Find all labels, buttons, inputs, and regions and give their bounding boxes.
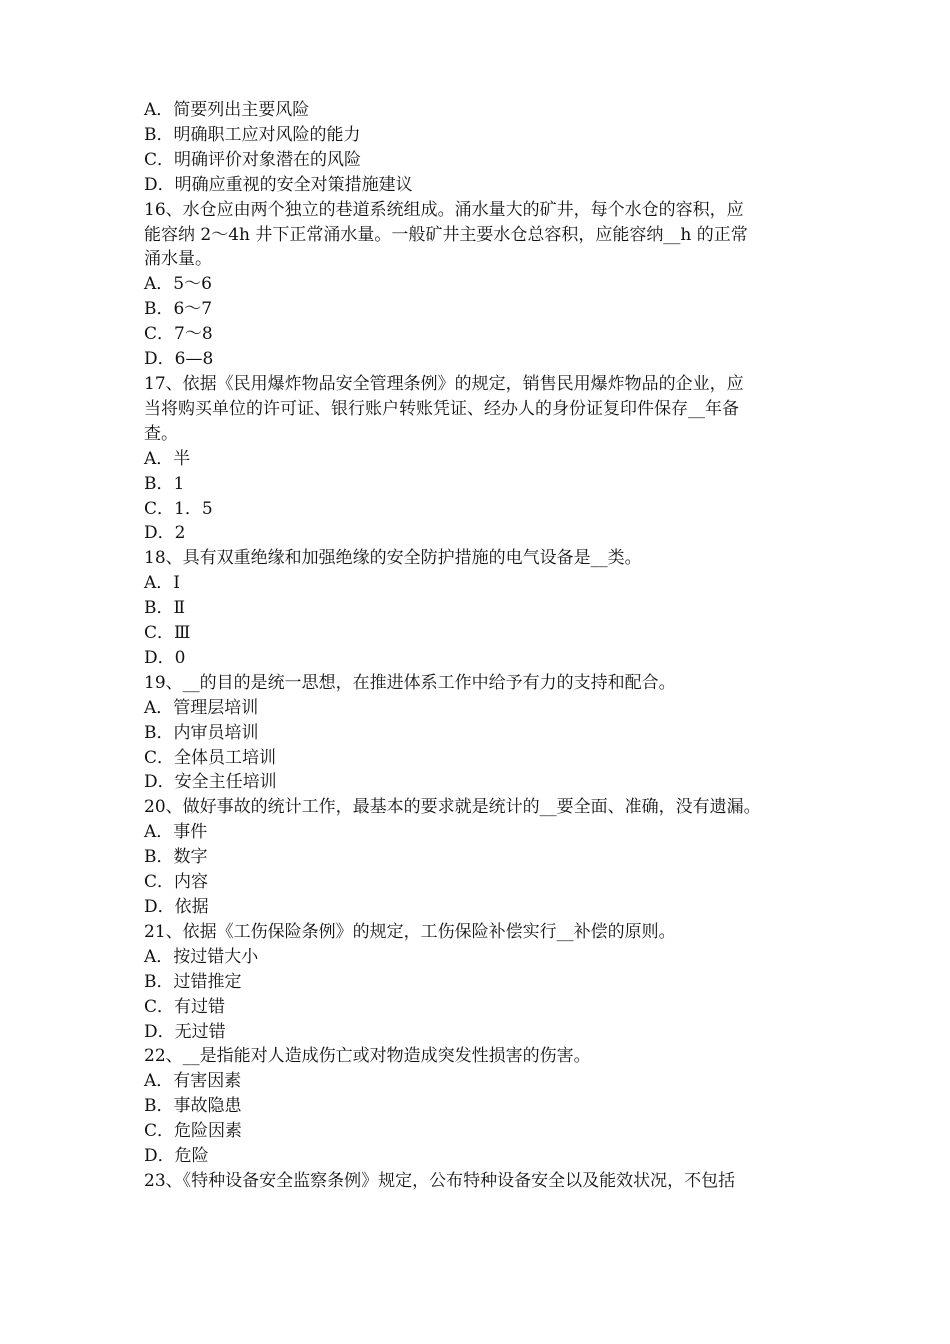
- text-line: C．有过错: [144, 996, 226, 1017]
- text-line: B．数字: [144, 847, 208, 868]
- text-line: 20、做好事故的统计工作，最基本的要求就是统计的__要全面、准确，没有遗漏。: [144, 797, 761, 818]
- text-line: A．事件: [144, 822, 208, 843]
- text-line: B．事故隐患: [144, 1096, 242, 1117]
- text-line: 21、依据《工伤保险条例》的规定，工伤保险补偿实行__补偿的原则。: [144, 921, 676, 942]
- text-line: B．过错推定: [144, 971, 242, 992]
- text-line: B．内审员培训: [144, 722, 259, 743]
- text-line: A．Ⅰ: [144, 573, 180, 594]
- text-line: 19、__的目的是统一思想，在推进体系工作中给予有力的支持和配合。: [144, 672, 676, 693]
- text-line: D．危险: [144, 1146, 209, 1167]
- text-line: D．明确应重视的安全对策措施建议: [144, 174, 413, 195]
- text-line: 18、具有双重绝缘和加强绝缘的安全防护措施的电气设备是__类。: [144, 548, 642, 569]
- text-line: 17、依据《民用爆炸物品安全管理条例》的规定，销售民用爆炸物品的企业，应: [144, 373, 744, 394]
- text-line: B．6～7: [144, 299, 213, 320]
- text-line: A．简要列出主要风险: [144, 100, 310, 120]
- text-line: B．Ⅱ: [144, 598, 186, 619]
- text-line: D．依据: [144, 897, 209, 917]
- text-line: 涌水量。: [144, 249, 212, 270]
- text-line: B．1: [144, 473, 185, 494]
- text-line: D．0: [144, 647, 186, 668]
- text-line: A．按过错大小: [144, 946, 259, 967]
- text-line: A．有害因素: [144, 1071, 242, 1092]
- text-line: C．1．5: [144, 498, 213, 519]
- text-line: D．6—8: [144, 349, 214, 370]
- text-line: C．内容: [144, 872, 209, 893]
- text-line: 查。: [144, 423, 178, 444]
- text-line: C．危险因素: [144, 1121, 243, 1142]
- text-line: B．明确职工应对风险的能力: [144, 124, 361, 145]
- text-line: A．管理层培训: [144, 697, 259, 718]
- text-line: A．半: [144, 448, 191, 469]
- text-line: D．安全主任培训: [144, 772, 277, 793]
- text-line: C．7～8: [144, 324, 213, 345]
- text-line: D．无过错: [144, 1021, 226, 1042]
- text-line: 能容纳 2～4h 井下正常涌水量。一般矿井主要水仓总容积，应能容纳__h 的正常: [144, 224, 748, 245]
- text-line: C．Ⅲ: [144, 623, 191, 644]
- text-line: 16、水仓应由两个独立的巷道系统组成。涌水量大的矿井，每个水仓的容积，应: [144, 199, 744, 220]
- text-line: 22、__是指能对人造成伤亡或对物造成突发性损害的伤害。: [144, 1046, 591, 1067]
- document-body: [144, 98, 824, 1194]
- text-line: 23、《特种设备安全监察条例》规定，公布特种设备安全以及能效状况，不包括: [144, 1170, 736, 1191]
- text-line: C．明确评价对象潜在的风险: [144, 149, 362, 170]
- text-line: C．全体员工培训: [144, 747, 277, 768]
- text-line: A．5～6: [144, 274, 212, 295]
- text-line: D．2: [144, 523, 186, 544]
- text-line: 当将购买单位的许可证、银行账户转账凭证、经办人的身份证复印件保存__年备: [144, 398, 739, 419]
